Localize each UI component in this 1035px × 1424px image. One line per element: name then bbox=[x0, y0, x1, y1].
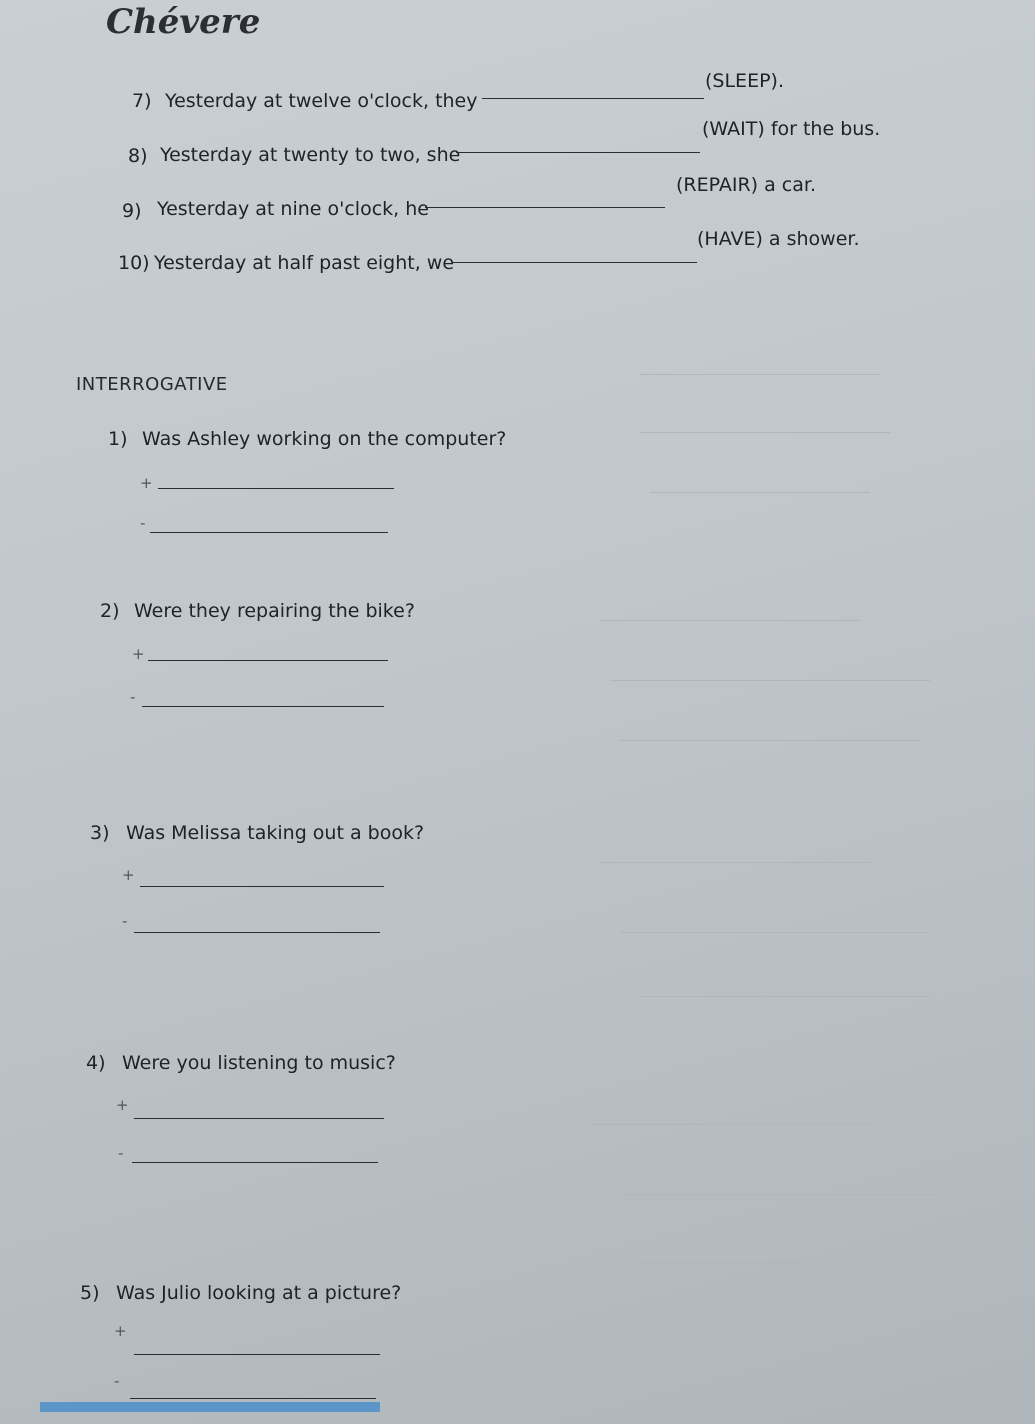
verb-hint: (HAVE) a shower. bbox=[697, 228, 860, 250]
answer-blank[interactable] bbox=[456, 152, 700, 153]
item-prompt: Yesterday at nine o'clock, he bbox=[157, 198, 429, 220]
header-logo-title: Chévere bbox=[106, 2, 261, 42]
negative-answer-blank[interactable] bbox=[132, 1162, 378, 1163]
item-number: 8) bbox=[128, 145, 148, 167]
negative-answer-sign: - bbox=[140, 514, 146, 532]
negative-answer-sign: - bbox=[122, 912, 128, 930]
positive-answer-sign: + bbox=[132, 645, 145, 663]
section-heading-interrogative: INTERROGATIVE bbox=[76, 374, 228, 395]
item-prompt: Yesterday at half past eight, we bbox=[154, 252, 455, 274]
question-number: 5) bbox=[80, 1282, 100, 1304]
question-text: Were you listening to music? bbox=[122, 1052, 396, 1074]
verb-hint: (REPAIR) a car. bbox=[676, 174, 816, 196]
question-text: Was Melissa taking out a book? bbox=[126, 822, 425, 844]
negative-answer-blank[interactable] bbox=[142, 706, 384, 707]
positive-answer-blank[interactable] bbox=[134, 1354, 380, 1355]
positive-answer-sign: + bbox=[140, 474, 153, 492]
positive-answer-blank[interactable] bbox=[140, 886, 384, 887]
positive-answer-blank[interactable] bbox=[148, 660, 388, 661]
verb-hint: (WAIT) for the bus. bbox=[702, 118, 881, 140]
negative-answer-blank[interactable] bbox=[150, 532, 388, 533]
positive-answer-sign: + bbox=[122, 866, 135, 884]
item-number: 10) bbox=[118, 252, 150, 274]
question-text: Were they repairing the bike? bbox=[134, 600, 415, 622]
positive-answer-sign: + bbox=[116, 1096, 129, 1114]
negative-answer-sign: - bbox=[130, 688, 136, 706]
positive-answer-blank[interactable] bbox=[134, 1118, 384, 1119]
question-number: 3) bbox=[90, 822, 110, 844]
bottom-color-strip bbox=[40, 1402, 380, 1412]
verb-hint: (SLEEP). bbox=[705, 70, 784, 92]
answer-blank[interactable] bbox=[453, 262, 697, 263]
question-number: 2) bbox=[100, 600, 120, 622]
item-number: 9) bbox=[122, 200, 142, 222]
question-text: Was Ashley working on the computer? bbox=[142, 428, 507, 450]
question-number: 4) bbox=[86, 1052, 106, 1074]
negative-answer-sign: - bbox=[118, 1144, 124, 1162]
positive-answer-sign: + bbox=[114, 1322, 127, 1340]
item-number: 7) bbox=[132, 90, 152, 112]
negative-answer-blank[interactable] bbox=[134, 932, 380, 933]
negative-answer-sign: - bbox=[114, 1372, 120, 1390]
answer-blank[interactable] bbox=[425, 207, 665, 208]
item-prompt: Yesterday at twenty to two, she bbox=[160, 144, 461, 166]
answer-blank[interactable] bbox=[482, 98, 704, 99]
negative-answer-blank[interactable] bbox=[130, 1398, 376, 1399]
question-text: Was Julio looking at a picture? bbox=[116, 1282, 402, 1304]
positive-answer-blank[interactable] bbox=[158, 488, 394, 489]
question-number: 1) bbox=[108, 428, 128, 450]
item-prompt: Yesterday at twelve o'clock, they bbox=[165, 90, 478, 112]
